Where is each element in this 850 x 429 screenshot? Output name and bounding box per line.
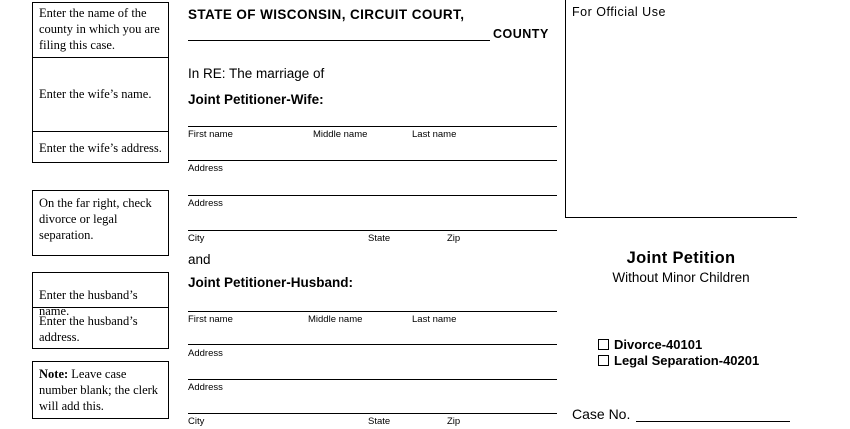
- instruction-husband-address-text: Enter the husband’s address.: [39, 314, 138, 344]
- husband-city-label: City: [188, 416, 205, 427]
- instruction-check-text: On the far right, check divorce or legal separation.: [39, 196, 152, 242]
- husband-middle-name-label: Middle name: [308, 314, 363, 325]
- in-re-text: In RE: The marriage of: [188, 66, 325, 81]
- petition-subtitle: Without Minor Children: [612, 270, 750, 285]
- wife-heading: Joint Petitioner-Wife:: [188, 92, 324, 107]
- note-text: Leave case number blank; the clerk will add this.: [39, 367, 159, 413]
- husband-zip-label: Zip: [447, 416, 461, 427]
- wife-state-label: State: [368, 233, 391, 244]
- husband-first-name-label: First name: [188, 314, 233, 325]
- instruction-wife-name-text: Enter the wife’s name.: [39, 87, 152, 101]
- petition-title: Joint Petition: [626, 249, 736, 267]
- husband-heading: Joint Petitioner-Husband:: [188, 275, 353, 290]
- husband-state-label: State: [368, 416, 391, 427]
- husband-name-line[interactable]: [188, 311, 557, 312]
- court-heading: STATE OF WISCONSIN, CIRCUIT COURT,: [188, 7, 465, 22]
- instruction-husband-name-text: Enter the husband’s name.: [39, 288, 138, 318]
- instruction-note: [32, 361, 169, 419]
- wife-city-label: City: [188, 233, 205, 244]
- wife-first-name-label: First name: [188, 129, 233, 140]
- instruction-county-text: Enter the name of the county in which you are filing this case.: [39, 6, 160, 52]
- instruction-husband-address: [32, 307, 169, 349]
- divorce-label: Divorce-40101: [614, 337, 703, 352]
- legal-separation-label: Legal Separation-40201: [614, 353, 760, 368]
- husband-address-label-2: Address: [188, 382, 223, 393]
- wife-address-label-2: Address: [188, 198, 223, 209]
- wife-city-line[interactable]: [188, 230, 557, 231]
- instruction-husband-name: [32, 272, 169, 318]
- instruction-wife-address: [32, 131, 169, 163]
- case-no-line[interactable]: [636, 421, 790, 422]
- wife-zip-label: Zip: [447, 233, 461, 244]
- and-text: and: [188, 252, 211, 267]
- divorce-checkbox[interactable]: [598, 339, 609, 350]
- county-name-line[interactable]: [188, 40, 490, 41]
- instruction-wife-address-text: Enter the wife’s address.: [39, 141, 162, 155]
- wife-last-name-label: Last name: [412, 129, 457, 140]
- divorce-option[interactable]: [598, 337, 702, 352]
- husband-address-line-2[interactable]: [188, 379, 557, 380]
- legal-separation-checkbox[interactable]: [598, 355, 609, 366]
- instruction-wife-name: [32, 57, 169, 132]
- wife-name-line[interactable]: [188, 126, 557, 127]
- husband-address-line-1[interactable]: [188, 344, 557, 345]
- wife-address-line-2[interactable]: [188, 195, 557, 196]
- husband-address-label-1: Address: [188, 348, 223, 359]
- wife-address-label-1: Address: [188, 163, 223, 174]
- official-use-box: [565, 0, 797, 218]
- wife-middle-name-label: Middle name: [313, 129, 368, 140]
- wife-address-line-1[interactable]: [188, 160, 557, 161]
- husband-last-name-label: Last name: [412, 314, 457, 325]
- husband-city-line[interactable]: [188, 413, 557, 414]
- case-no-label: Case No.: [572, 406, 631, 422]
- note-label: Note:: [39, 367, 69, 381]
- legal-separation-option[interactable]: [598, 353, 759, 368]
- instruction-check: [32, 190, 169, 256]
- official-use-label: For Official Use: [572, 5, 666, 19]
- instruction-county: [32, 2, 169, 58]
- county-label: COUNTY: [493, 27, 549, 41]
